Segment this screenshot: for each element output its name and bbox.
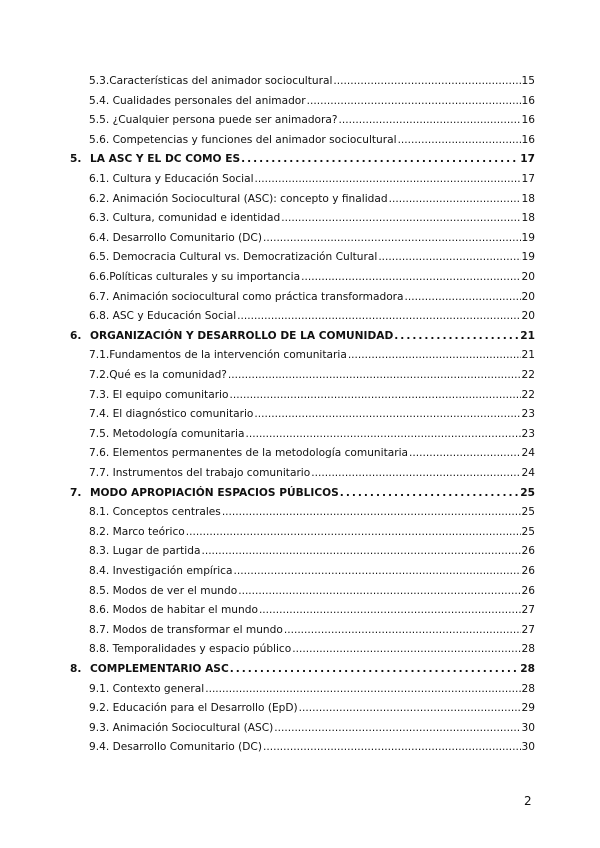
toc-entry-title: 7.5. Metodología comunitaria <box>89 427 245 440</box>
dot-leader <box>222 506 521 519</box>
toc-entry-row[interactable] <box>89 248 535 264</box>
toc-chapter-number: 5. <box>70 153 82 166</box>
toc-entry-row[interactable] <box>89 582 535 598</box>
toc-entry-title: 8.5. Modos de ver el mundo <box>89 584 238 597</box>
toc-entry-title: 7.4. El diagnóstico comunitario <box>89 408 254 421</box>
toc-entry-row[interactable] <box>89 346 535 362</box>
toc-entry-row[interactable] <box>89 680 535 696</box>
dot-leader <box>263 232 521 245</box>
toc-page-number: 26 <box>521 584 535 597</box>
toc-page-number: 25 <box>521 525 535 538</box>
toc-entry-row[interactable] <box>89 170 535 186</box>
dot-leader <box>339 114 521 127</box>
toc-entry-title: 6.2. Animación Sociocultural (ASC): concepto y finalidad <box>89 192 388 205</box>
dot-leader <box>378 251 520 264</box>
dot-leader <box>230 663 520 676</box>
toc-page-number: 28 <box>521 643 535 656</box>
toc-page-number: 30 <box>521 721 535 734</box>
toc-page-number: 26 <box>521 565 535 577</box>
toc-entry-title: 5.5. ¿Cualquier persona puede ser animadora? <box>89 114 338 127</box>
toc-page-number: 27 <box>521 623 535 636</box>
toc-entry-row[interactable] <box>89 288 535 304</box>
toc-chapter-number: 8. <box>70 663 82 675</box>
toc-chapter-row[interactable] <box>70 327 535 343</box>
toc-entry-row[interactable] <box>89 464 535 480</box>
toc-chapter-row[interactable] <box>70 660 535 676</box>
toc-entry-title: 6.3. Cultura, comunidad e identidad <box>89 212 281 225</box>
toc-entry-title: 8.1. Conceptos centrales <box>89 506 221 519</box>
toc-page-number: 23 <box>521 427 535 440</box>
toc-entry-row[interactable] <box>89 444 535 460</box>
toc-entry-title: 8.7. Modos de transformar el mundo <box>89 623 283 636</box>
dot-leader <box>201 545 520 558</box>
dot-leader <box>284 624 521 637</box>
toc-entry-row[interactable] <box>89 738 535 754</box>
toc-entry-row[interactable] <box>89 621 535 637</box>
toc-entry-title: 7.6. Elementos permanentes de la metodología comunitaria <box>89 447 409 460</box>
toc-page-number: 30 <box>521 741 535 754</box>
dot-leader <box>405 291 521 304</box>
dot-leader <box>237 310 520 323</box>
toc-entry-title: MODO APROPIACIÓN ESPACIOS PÚBLICOS <box>90 486 339 499</box>
toc-page-number: 29 <box>521 702 535 715</box>
dot-leader <box>274 722 520 735</box>
toc-entry-row[interactable] <box>89 72 535 88</box>
toc-page-number: 18 <box>521 192 535 205</box>
dot-leader <box>348 349 521 362</box>
toc-page-number: 22 <box>521 369 535 381</box>
toc-entry-title: 8.4. Investigación empírica <box>89 565 233 577</box>
toc-chapter-row[interactable] <box>70 484 535 500</box>
toc-page-number: 16 <box>521 114 535 127</box>
toc-entry-row[interactable] <box>89 229 535 245</box>
dot-leader <box>186 526 521 539</box>
toc-page-number: 15 <box>521 75 535 87</box>
toc-page-number: 25 <box>520 486 535 499</box>
toc-chapter-number: 6. <box>70 329 82 342</box>
toc-entry-title: 6.1. Cultura y Educación Social <box>89 173 254 185</box>
dot-leader <box>259 604 521 617</box>
toc-page-number: 28 <box>520 663 535 675</box>
toc-page-number: 19 <box>521 231 535 244</box>
dot-leader <box>255 173 521 186</box>
toc-entry-row[interactable] <box>89 92 535 108</box>
dot-leader <box>311 467 520 480</box>
toc-entry-row[interactable] <box>89 386 535 402</box>
toc-page-number: 21 <box>520 329 535 342</box>
toc-entry-row[interactable] <box>89 640 535 656</box>
toc-entry-title: 8.3. Lugar de partida <box>89 545 201 558</box>
dot-leader <box>245 428 520 441</box>
toc-entry-title: 9.3. Animación Sociocultural (ASC) <box>89 721 274 734</box>
toc-entry-row[interactable] <box>89 601 535 617</box>
toc-entry-row[interactable] <box>89 425 535 441</box>
dot-leader <box>292 643 520 656</box>
dot-leader <box>234 565 521 578</box>
dot-leader <box>394 330 519 343</box>
toc-page-number: 16 <box>521 94 535 107</box>
toc-page-number: 23 <box>521 408 535 421</box>
dot-leader <box>301 271 520 284</box>
toc-entry-title: COMPLEMENTARIO ASC <box>90 663 229 675</box>
page-number: 2 <box>524 794 532 808</box>
toc-page-number: 17 <box>521 173 535 185</box>
toc-entry-title: LA ASC Y EL DC COMO ES <box>90 153 241 166</box>
toc-entry-title: 8.2. Marco teórico <box>89 525 185 538</box>
toc-entry-title: 9.1. Contexto general <box>89 682 205 695</box>
toc-page-number: 24 <box>521 467 535 479</box>
toc-page-number: 17 <box>520 153 535 166</box>
toc-entry-title: 6.5. Democracia Cultural vs. Democratización Cultural <box>89 251 378 264</box>
toc-entry-title: 6.6.Políticas culturales y su importancia <box>89 271 301 283</box>
toc-entry-row[interactable] <box>89 307 535 323</box>
toc-entry-title: 5.3.Características del animador sociocultural <box>89 75 333 87</box>
toc-entry-row[interactable] <box>89 131 535 147</box>
toc-entry-row[interactable] <box>89 268 535 284</box>
toc-page-number: 20 <box>521 271 535 283</box>
dot-leader <box>281 212 520 225</box>
dot-leader <box>238 585 520 598</box>
dot-leader <box>398 134 521 147</box>
toc-entry-title: 7.3. El equipo comunitario <box>89 388 229 401</box>
dot-leader <box>340 487 519 500</box>
toc-entry-title: 6.4. Desarrollo Comunitario (DC) <box>89 231 262 244</box>
toc-page-number: 24 <box>521 447 535 460</box>
toc-entry-row[interactable] <box>89 523 535 539</box>
toc-entry-title: 7.7. Instrumentos del trabajo comunitario <box>89 467 311 479</box>
toc-entry-title: 7.1.Fundamentos de la intervención comunitaria <box>89 349 347 362</box>
toc-page-number: 21 <box>521 349 535 362</box>
dot-leader <box>263 741 521 754</box>
dot-leader <box>333 75 520 88</box>
toc-page-number: 26 <box>521 545 535 558</box>
toc-entry-title: 5.4. Cualidades personales del animador <box>89 94 306 107</box>
dot-leader <box>229 389 520 402</box>
toc-page-number: 19 <box>521 251 535 264</box>
toc-entry-row[interactable] <box>89 366 535 382</box>
dot-leader <box>241 153 519 166</box>
toc-entry-row[interactable] <box>89 111 535 127</box>
toc-page-number: 28 <box>521 682 535 695</box>
toc-entry-title: 7.2.Qué es la comunidad? <box>89 369 227 381</box>
toc-entry-title: 9.2. Educación para el Desarrollo (EpD) <box>89 702 298 715</box>
dot-leader <box>409 447 521 460</box>
toc-entry-title: 8.8. Temporalidades y espacio público <box>89 643 292 656</box>
toc-entry-row[interactable] <box>89 405 535 421</box>
toc-page-number: 16 <box>521 133 535 146</box>
toc-entry-title: 6.8. ASC y Educación Social <box>89 310 237 323</box>
toc-page-number: 22 <box>521 388 535 401</box>
toc-entry-title: ORGANIZACIÓN Y DESARROLLO DE LA COMUNIDAD <box>90 329 394 342</box>
dot-leader <box>299 702 521 715</box>
toc-page-number: 20 <box>521 290 535 303</box>
dot-leader <box>389 193 521 206</box>
toc-entry-title: 9.4. Desarrollo Comunitario (DC) <box>89 741 262 754</box>
toc-page-number: 18 <box>521 212 535 225</box>
toc-entry-row[interactable] <box>89 542 535 558</box>
toc-entry-row[interactable] <box>89 719 535 735</box>
dot-leader <box>254 408 520 421</box>
toc-chapter-row[interactable] <box>70 150 535 166</box>
dot-leader <box>205 683 520 696</box>
dot-leader <box>307 95 521 108</box>
toc-page-number: 20 <box>521 310 535 323</box>
toc-chapter-number: 7. <box>70 486 82 499</box>
toc-page-number: 27 <box>521 604 535 617</box>
toc-entry-row[interactable] <box>89 699 535 715</box>
toc-entry-title: 8.6. Modos de habitar el mundo <box>89 604 258 617</box>
toc-entry-row[interactable] <box>89 562 535 578</box>
toc-entry-row[interactable] <box>89 209 535 225</box>
toc-page-number: 25 <box>521 506 535 519</box>
toc-entry-row[interactable] <box>89 190 535 206</box>
toc-entry-title: 5.6. Competencias y funciones del animador sociocultural <box>89 133 397 146</box>
dot-leader <box>228 369 521 382</box>
toc-entry-row[interactable] <box>89 503 535 519</box>
toc-entry-title: 6.7. Animación sociocultural como práctica transformadora <box>89 290 404 303</box>
